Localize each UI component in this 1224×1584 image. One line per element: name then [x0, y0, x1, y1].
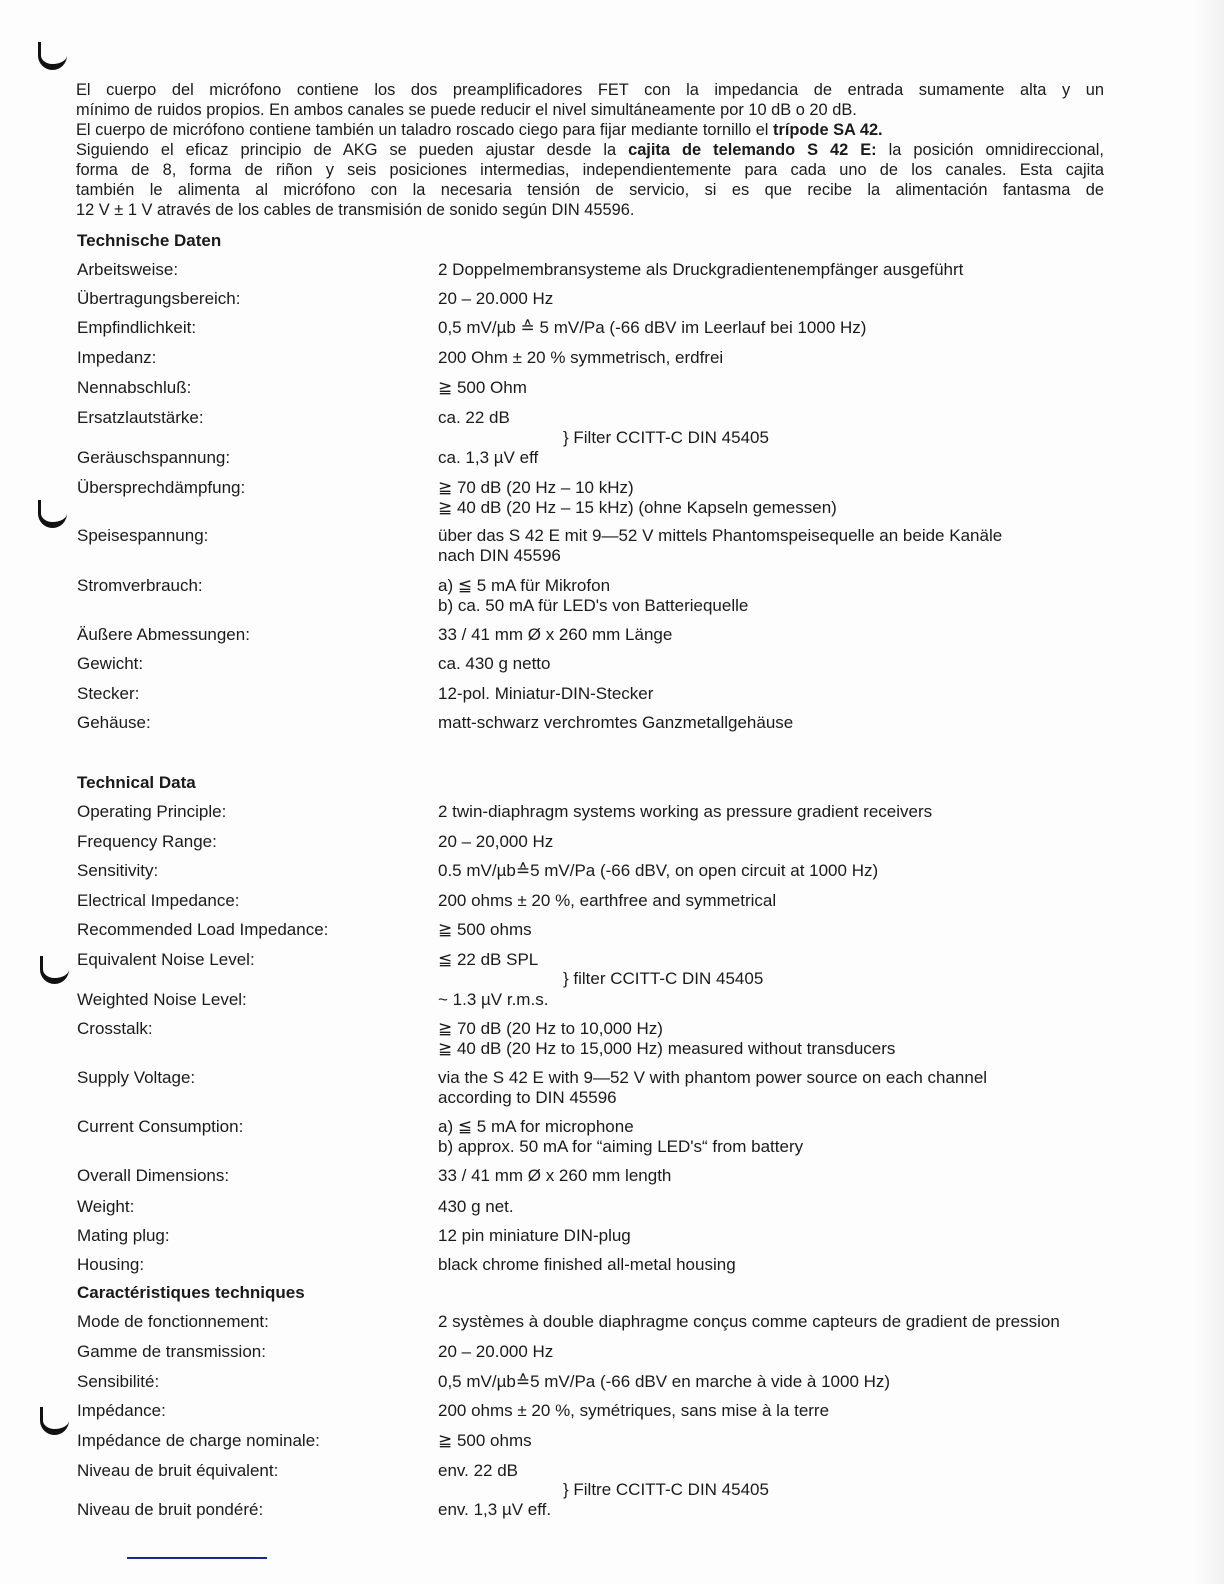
intro-line: también le alimenta al micrófono con la necesaria tensión de servicio, si es que recibe la alimentación fantasma de [76, 181, 1104, 199]
spec-value [438, 654, 550, 674]
spec-value-line: ≦ 22 dB SPL [438, 950, 539, 969]
spec-label: Impedanz: [77, 348, 157, 367]
spec-value-line: 2 Doppelmembransysteme als Druckgradientenempfänger ausgeführt [438, 260, 964, 279]
spec-label: Gewicht: [77, 654, 144, 673]
spec-value [438, 378, 527, 398]
spec-value-line: 12-pol. Miniatur-DIN-Stecker [438, 684, 654, 703]
spec-label: Mating plug: [77, 1226, 170, 1245]
spec-value [438, 990, 548, 1010]
spec-value [438, 289, 553, 309]
spec-value [438, 1068, 987, 1107]
spec-value [438, 1166, 671, 1186]
spec-label: Nennabschluß: [77, 378, 192, 397]
spec-value-line: 33 / 41 mm Ø x 260 mm Länge [438, 625, 673, 644]
spec-value-line: ≧ 70 dB (20 Hz to 10,000 Hz) [438, 1019, 663, 1038]
spec-value-line: 20 – 20.000 Hz [438, 289, 554, 308]
spec-value [438, 448, 538, 468]
spec-value-line: 0,5 mV/µb ≙ 5 mV/Pa (-66 dBV im Leerlauf bei 1000 Hz) [438, 318, 867, 337]
spec-value-line: 2 twin-diaphragm systems working as pressure gradient receivers [438, 802, 933, 821]
spec-value-line: 2 systèmes à double diaphragme conçus comme capteurs de gradient de pression [438, 1312, 1060, 1331]
spec-value [438, 920, 532, 940]
spec-value [438, 861, 878, 881]
spec-value [438, 684, 653, 704]
spec-value [438, 1342, 553, 1362]
spec-value-line: ca. 430 g netto [438, 654, 551, 673]
spec-label: Weighted Noise Level: [77, 990, 247, 1009]
intro-paragraph [76, 80, 1104, 220]
spec-value-line: 33 / 41 mm Ø x 260 mm length [438, 1166, 672, 1185]
spec-value-line: über das S 42 E mit 9—52 V mittels Phantomspeisequelle an beide Kanäle [438, 526, 1003, 545]
bold-term: trípode SA 42. [773, 121, 883, 139]
intro-line [76, 140, 1104, 160]
spec-value [438, 625, 672, 645]
spec-label: Ersatzlautstärke: [77, 408, 204, 427]
spec-label: Geräuschspannung: [77, 448, 231, 467]
spec-value [438, 1312, 1060, 1332]
spec-value-line: according to DIN 45596 [438, 1087, 617, 1107]
spec-label: Äußere Abmessungen: [77, 625, 250, 644]
spec-value-line: env. 1,3 µV eff. [438, 1500, 552, 1519]
spec-value-line: nach DIN 45596 [438, 545, 561, 565]
spec-value-line: 200 ohms ± 20 %, symétriques, sans mise à la terre [438, 1401, 830, 1420]
spec-value [438, 260, 963, 280]
spec-label: Weight: [77, 1197, 135, 1216]
spec-label: Niveau de bruit équivalent: [77, 1461, 279, 1480]
intro-text: Siguiendo el eficaz principio de AKG se pueden ajustar desde la [76, 141, 629, 159]
spec-value-line: env. 22 dB [438, 1461, 519, 1480]
spec-value [438, 1117, 803, 1156]
spec-value [438, 1255, 736, 1275]
spec-value [438, 1461, 518, 1481]
spec-label: Supply Voltage: [77, 1068, 196, 1087]
spec-label: Frequency Range: [77, 832, 217, 851]
binder-hole-mark [38, 42, 67, 70]
spec-value-line: 20 – 20.000 Hz [438, 1342, 554, 1361]
spec-label: Übertragungsbereich: [77, 289, 241, 308]
spec-value [438, 891, 776, 911]
spec-value-line: 20 – 20,000 Hz [438, 832, 554, 851]
spec-value-line: black chrome finished all-metal housing [438, 1255, 736, 1274]
spec-value [438, 576, 748, 615]
spec-value [438, 526, 1002, 565]
filter-note: } Filtre CCITT-C DIN 45405 [563, 1480, 769, 1499]
intro-line: El cuerpo del micrófono contiene los dos preamplificadores FET con la impedancia de entrada sumamente alta y un [76, 81, 1104, 99]
spec-value [438, 1401, 829, 1421]
spec-value [438, 1197, 514, 1217]
spec-label: Speisespannung: [77, 526, 209, 545]
spec-label: Electrical Impedance: [77, 891, 240, 910]
spec-value-line: ≧ 500 ohms [438, 920, 532, 939]
spec-value-line: b) approx. 50 mA for “aiming LED's“ from battery [438, 1136, 804, 1156]
spec-value [438, 832, 553, 852]
spec-value-line: via the S 42 E with 9—52 V with phantom power source on each channel [438, 1068, 988, 1087]
spec-value [438, 1500, 551, 1520]
spec-value-line: 430 g net. [438, 1197, 514, 1216]
spec-value-line: 0,5 mV/µb≙5 mV/Pa (-66 dBV en marche à vide à 1000 Hz) [438, 1372, 891, 1391]
intro-line: 12 V ± 1 V através de los cables de transmisión de sonido según DIN 45596. [76, 201, 635, 219]
spec-value [438, 1226, 631, 1246]
spec-value [438, 1372, 890, 1392]
spec-label: Impédance: [77, 1401, 166, 1420]
section-heading-en: Technical Data [77, 773, 196, 792]
spec-value-line: 0.5 mV/µb≙5 mV/Pa (-66 dBV, on open circuit at 1000 Hz) [438, 861, 879, 880]
section-heading-fr: Caractéristiques techniques [77, 1283, 305, 1302]
filter-note: } filter CCITT-C DIN 45405 [563, 969, 764, 988]
spec-label: Recommended Load Impedance: [77, 920, 329, 939]
spec-label: Niveau de bruit pondéré: [77, 1500, 264, 1519]
spec-value-line: matt-schwarz verchromtes Ganzmetallgehäuse [438, 713, 794, 732]
filter-note: } Filter CCITT-C DIN 45405 [563, 428, 769, 447]
spec-value-line: 200 Ohm ± 20 % symmetrisch, erdfrei [438, 348, 724, 367]
spec-label: Stecker: [77, 684, 140, 703]
spec-value-line: ~ 1.3 µV r.m.s. [438, 990, 549, 1009]
page-edge-shadow [1194, 0, 1224, 1584]
spec-value-line: b) ca. 50 mA für LED's von Batteriequelle [438, 595, 749, 615]
spec-label: Gehäuse: [77, 713, 151, 732]
spec-value-line: ≧ 70 dB (20 Hz – 10 kHz) [438, 478, 634, 497]
spec-value-line: a) ≦ 5 mA für Mikrofon [438, 576, 611, 595]
spec-value-line: ca. 1,3 µV eff [438, 448, 539, 467]
binder-hole-mark [38, 500, 67, 528]
spec-label: Sensitivity: [77, 861, 159, 880]
spec-label: Operating Principle: [77, 802, 227, 821]
spec-label: Arbeitsweise: [77, 260, 179, 279]
bold-term: cajita de telemando S 42 E: [628, 141, 877, 159]
binder-hole-mark [40, 956, 69, 984]
spec-label: Housing: [77, 1255, 145, 1274]
spec-label: Mode de fonctionnement: [77, 1312, 269, 1331]
spec-value [438, 802, 932, 822]
intro-text: El cuerpo de micrófono contiene también un taladro roscado ciego para fijar mediante tornillo el [76, 121, 774, 139]
spec-value [438, 478, 837, 517]
blue-rule [127, 1557, 267, 1559]
spec-value-line: ≧ 40 dB (20 Hz – 15 kHz) (ohne Kapseln gemessen) [438, 497, 837, 517]
spec-value-line: 12 pin miniature DIN-plug [438, 1226, 631, 1245]
spec-label: Übersprechdämpfung: [77, 478, 246, 497]
spec-value [438, 950, 538, 970]
spec-label: Crosstalk: [77, 1019, 153, 1038]
binder-hole-mark [40, 1407, 69, 1435]
spec-label: Sensibilité: [77, 1372, 160, 1391]
spec-value-line: ca. 22 dB [438, 408, 510, 427]
spec-value [438, 348, 723, 368]
section-heading-de: Technische Daten [77, 231, 222, 250]
spec-value-line: ≧ 500 ohms [438, 1431, 532, 1450]
spec-value [438, 408, 510, 428]
intro-line: forma de 8, forma de riñon y seis posiciones intermedias, independientemente para cada uno de los canales. Esta cajita [76, 161, 1104, 179]
intro-text: la posición omnidireccional, [876, 141, 1104, 159]
spec-label: Current Consumption: [77, 1117, 244, 1136]
spec-label: Equivalent Noise Level: [77, 950, 255, 969]
spec-value-line: 200 ohms ± 20 %, earthfree and symmetrical [438, 891, 777, 910]
spec-label: Gamme de transmission: [77, 1342, 266, 1361]
spec-value [438, 318, 866, 338]
spec-label: Empfindlichkeit: [77, 318, 197, 337]
spec-label: Overall Dimensions: [77, 1166, 230, 1185]
spec-value-line: a) ≦ 5 mA for microphone [438, 1117, 634, 1136]
spec-label: Impédance de charge nominale: [77, 1431, 320, 1450]
spec-value-line: ≧ 500 Ohm [438, 378, 527, 397]
spec-label: Stromverbrauch: [77, 576, 203, 595]
spec-value [438, 1431, 532, 1451]
intro-line [76, 120, 1104, 140]
spec-value-line: ≧ 40 dB (20 Hz to 15,000 Hz) measured without transducers [438, 1038, 896, 1058]
spec-value [438, 713, 793, 733]
spec-value [438, 1019, 895, 1058]
intro-line: mínimo de ruidos propios. En ambos canales se puede reducir el nivel simultáneamente por 10 dB o 20 dB. [76, 101, 857, 119]
